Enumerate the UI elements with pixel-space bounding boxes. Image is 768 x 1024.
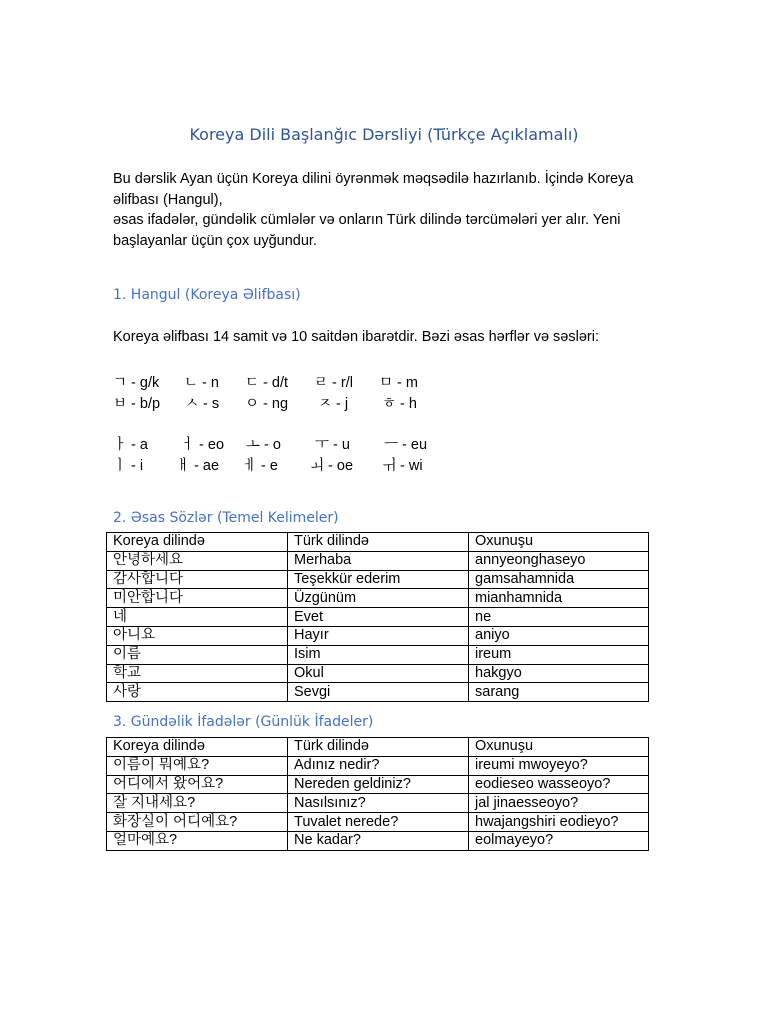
letter-item: ㅜ - u xyxy=(315,437,350,453)
turkish-cell: Nereden geldiniz? xyxy=(288,775,469,794)
intro-line: başlayanlar üçün çox uyğundur. xyxy=(113,232,317,249)
section1-heading: 1. Hangul (Koreya Əlifbası) xyxy=(113,287,301,303)
intro-paragraph xyxy=(113,169,673,251)
korean-cell: 네 xyxy=(107,608,288,627)
daily-phrases-table xyxy=(106,737,649,851)
turkish-cell: Adınız nedir? xyxy=(288,756,469,775)
document-title: Koreya Dili Başlanğıc Dərsliyi (Türkçe Açıklamalı) xyxy=(189,125,579,144)
basic-words-table xyxy=(106,532,649,702)
letter-item: ㅇ - ng xyxy=(245,396,289,412)
intro-line: əsas ifadələr, gündəlik cümlələr və onların Türk dilində tərcümələri yer alır. Yeni xyxy=(113,212,621,228)
letter-item: ㅏ - a xyxy=(113,437,148,453)
reading-cell: hakgyo xyxy=(469,664,649,683)
letter-item: ㅟ - wi xyxy=(382,458,423,474)
turkish-cell: Okul xyxy=(288,664,469,683)
header-cell: Türk dilində xyxy=(288,533,469,552)
turkish-cell: Ne kadar? xyxy=(288,831,469,850)
table-header-row xyxy=(107,533,649,552)
reading-cell: sarang xyxy=(469,683,649,702)
korean-cell: 어디에서 왔어요? xyxy=(107,775,288,794)
korean-cell: 감사합니다 xyxy=(107,570,288,589)
table-row xyxy=(107,608,649,627)
letter-item: ㅣ - i xyxy=(113,458,144,474)
turkish-cell: Nasılsınız? xyxy=(288,794,469,813)
alphabet-description: Koreya əlifbası 14 samit və 10 saitdən ibarətdir. Bəzi əsas hərflər və səsləri: xyxy=(113,329,599,345)
header-cell: Koreya dilində xyxy=(107,533,288,552)
korean-cell: 잘 지내세요? xyxy=(107,794,288,813)
korean-cell: 안녕하세요 xyxy=(107,551,288,570)
reading-cell: aniyo xyxy=(469,626,649,645)
letter-item: ㄱ - g/k xyxy=(113,375,160,391)
letter-item: ㅐ - ae xyxy=(176,458,220,474)
header-cell: Türk dilində xyxy=(288,738,469,757)
korean-cell: 이름 xyxy=(107,645,288,664)
table-row xyxy=(107,831,649,850)
korean-cell: 화장실이 어디예요? xyxy=(107,813,288,832)
reading-cell: ireumi mwoyeyo? xyxy=(469,756,649,775)
reading-cell: annyeonghaseyo xyxy=(469,551,649,570)
turkish-cell: Teşekkür ederim xyxy=(288,570,469,589)
table-row xyxy=(107,589,649,608)
table-row xyxy=(107,813,649,832)
reading-cell: hwajangshiri eodieyo? xyxy=(469,813,649,832)
turkish-cell: Tuvalet nerede? xyxy=(288,813,469,832)
letter-item: ㅂ - b/p xyxy=(113,396,161,412)
table-row xyxy=(107,794,649,813)
reading-cell: eodieseo wasseoyo? xyxy=(469,775,649,794)
letter-item: ㅔ - e xyxy=(243,458,278,474)
letter-item: ㅅ - s xyxy=(185,396,220,412)
letter-item: ㅓ - eo xyxy=(181,437,225,453)
letter-item: ㄹ - r/l xyxy=(314,375,353,391)
reading-cell: eolmayeyo? xyxy=(469,831,649,850)
header-cell: Oxunuşu xyxy=(469,533,649,552)
letter-item: ㅎ - h xyxy=(382,396,417,412)
turkish-cell: Merhaba xyxy=(288,551,469,570)
table-row xyxy=(107,570,649,589)
table-row xyxy=(107,775,649,794)
letter-item: ㄷ - d/t xyxy=(245,375,289,391)
turkish-cell: Üzgünüm xyxy=(288,589,469,608)
turkish-cell: Hayır xyxy=(288,626,469,645)
letter-item: ㄴ - n xyxy=(184,375,219,391)
table-row xyxy=(107,626,649,645)
korean-cell: 학교 xyxy=(107,664,288,683)
reading-cell: ireum xyxy=(469,645,649,664)
intro-line: Bu dərslik Ayan üçün Koreya dilini öyrənmək məqsədilə hazırlanıb. İçində Koreya xyxy=(113,171,634,187)
table-row xyxy=(107,664,649,683)
korean-cell: 미안합니다 xyxy=(107,589,288,608)
table-row xyxy=(107,756,649,775)
letter-item: ㅗ - o xyxy=(246,437,281,453)
intro-line: əlifbası (Hangul), xyxy=(113,191,223,208)
korean-cell: 사랑 xyxy=(107,683,288,702)
table-row xyxy=(107,683,649,702)
reading-cell: ne xyxy=(469,608,649,627)
reading-cell: gamsahamnida xyxy=(469,570,649,589)
reading-cell: jal jinaesseoyo? xyxy=(469,794,649,813)
korean-cell: 얼마예요? xyxy=(107,831,288,850)
letter-item: ㅚ - oe xyxy=(310,458,354,474)
turkish-cell: Evet xyxy=(288,608,469,627)
letter-item: ㅡ - eu xyxy=(384,437,428,453)
section2-heading: 2. Əsas Sözlər (Temel Kelimeler) xyxy=(113,510,339,526)
header-cell: Oxunuşu xyxy=(469,738,649,757)
header-cell: Koreya dilində xyxy=(107,738,288,757)
korean-cell: 이름이 뭐예요? xyxy=(107,756,288,775)
table-header-row xyxy=(107,738,649,757)
table-row xyxy=(107,645,649,664)
letter-item: ㅈ - j xyxy=(318,396,349,412)
turkish-cell: Sevgi xyxy=(288,683,469,702)
letter-item: ㅁ - m xyxy=(379,375,418,391)
section3-heading: 3. Gündəlik İfadələr (Günlük İfadeler) xyxy=(113,714,374,730)
korean-cell: 아니요 xyxy=(107,626,288,645)
reading-cell: mianhamnida xyxy=(469,589,649,608)
table-row xyxy=(107,551,649,570)
turkish-cell: İsim xyxy=(288,645,469,664)
